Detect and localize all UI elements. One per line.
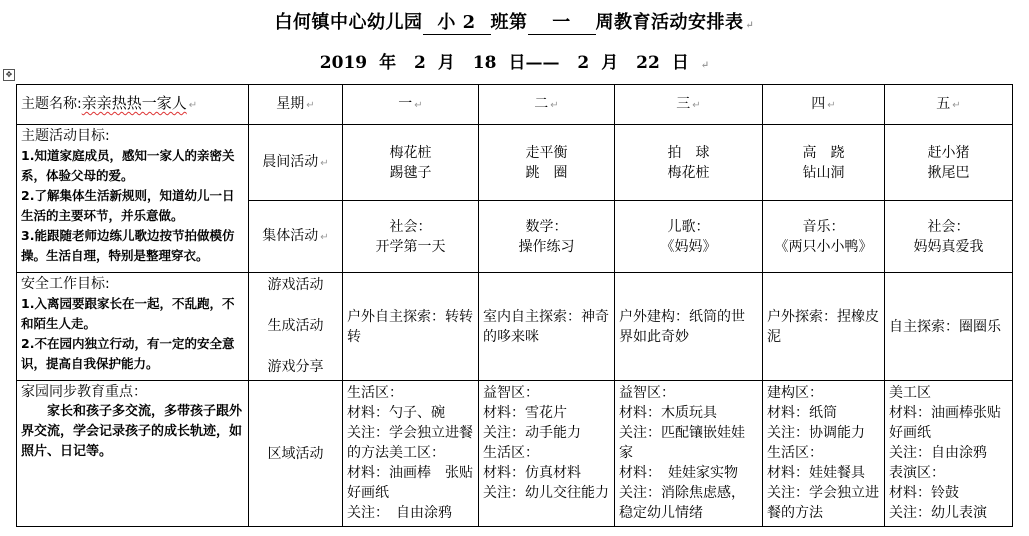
safety-goal-2: 2.不在园内独立行动，有一定的安全意识，提高自我保护能力。 (21, 336, 235, 371)
week-label: 周教育活动安排表 (595, 12, 744, 33)
theme-value: 亲亲热热一家人 (81, 94, 187, 112)
area-tue[interactable]: 益智区： 材料：雪花片 关注：动手能力 生活区： 材料：仿真材料 关注：幼儿交往能力 (479, 381, 615, 527)
morning-tue[interactable]: 走平衡 跳 圈 (479, 125, 615, 201)
table-move-handle-icon[interactable]: ✥ (3, 69, 15, 81)
theme-goal-3: 3.能跟随老师边练儿歌边按节拍做模仿操。生活自理，特别是整理穿衣。 (21, 228, 235, 263)
morning-mon[interactable]: 梅花桩 踢毽子 (343, 125, 479, 201)
date-range: 2019 年 2 月 18 日—— 2 月 22 日 ↵ (319, 53, 710, 73)
game-fri[interactable]: 自主探索：圈圈乐 (885, 273, 1013, 381)
group-mon[interactable]: 社会： 开学第一天 (343, 201, 479, 273)
game-thu[interactable]: 户外探索：捏橡皮泥 (763, 273, 885, 381)
morning-row (17, 125, 1013, 201)
game-labels[interactable] (249, 273, 343, 381)
group-fri[interactable]: 社会： 妈妈真爱我 (885, 201, 1013, 273)
game-row (17, 273, 1013, 381)
end-month: 2 (577, 53, 590, 73)
page-title: 白何镇中心幼儿园 小 2 班第 一 周教育活动安排表 ↵ (0, 8, 1029, 35)
class-label: 班第 (490, 12, 528, 33)
theme-name-cell[interactable]: 主题名称:亲亲热热一家人 ↵ (17, 85, 249, 125)
schedule-table (16, 84, 1013, 527)
group-label[interactable]: 集体活动 ↵ (249, 201, 343, 273)
area-mon[interactable]: 生活区： 材料：勺子、碗 关注：学会独立进餐的方法美工区： 材料：油画棒 张贴好画纸 关注： 自由涂鸦 (343, 381, 479, 527)
morning-label[interactable]: 晨间活动 ↵ (249, 125, 343, 201)
area-fri[interactable]: 美工区 材料：油画棒张贴好画纸 关注：自由涂鸦 表演区： 材料：铃鼓 关注：幼儿表演 (885, 381, 1013, 527)
group-wed[interactable]: 儿歌： 《妈妈》 (615, 201, 763, 273)
end-month-label: 月 (601, 53, 619, 73)
header-row (17, 85, 1013, 125)
theme-label: 主题名称: (21, 96, 82, 112)
weekday-header[interactable]: 星期 ↵ (249, 85, 343, 125)
day-header-wed[interactable]: 三 ↵ (615, 85, 763, 125)
school-name: 白何镇中心幼儿园 (274, 12, 423, 33)
game-wed[interactable]: 户外建构：纸筒的世界如此奇妙 (615, 273, 763, 381)
morning-thu[interactable]: 高 跷 钻山洞 (763, 125, 885, 201)
theme-goals-cell[interactable] (17, 125, 249, 273)
area-row (17, 381, 1013, 527)
safety-heading: 安全工作目标: (21, 276, 110, 292)
game-label: 游戏活动 (267, 277, 324, 293)
theme-goals-heading: 主题活动目标: (21, 128, 110, 144)
day-header-mon[interactable]: 一 ↵ (343, 85, 479, 125)
theme-goal-2: 2.了解集体生活新规则，知道幼儿一日生活的主要环节，并乐意做。 (21, 188, 235, 223)
group-tue[interactable]: 数学： 操作练习 (479, 201, 615, 273)
day-header-fri[interactable]: 五 ↵ (885, 85, 1013, 125)
year-label: 年 (379, 53, 397, 73)
game-tue[interactable]: 室内自主探索：神奇的哆来咪 (479, 273, 615, 381)
family-cell[interactable] (17, 381, 249, 527)
safety-goals-cell[interactable] (17, 273, 249, 381)
day-header-tue[interactable]: 二 ↵ (479, 85, 615, 125)
start-day: 18 (472, 53, 497, 73)
game-mon[interactable]: 户外自主探索：转转转 (343, 273, 479, 381)
day-header-thu[interactable]: 四 ↵ (763, 85, 885, 125)
class-name: 小 2 (423, 8, 491, 35)
month-label: 月 (437, 53, 455, 73)
year: 2019 (319, 53, 368, 73)
safety-goal-1: 1.入离园要跟家长在一起，不乱跑，不和陌生人走。 (21, 296, 235, 331)
area-wed[interactable]: 益智区： 材料：木质玩具 关注：匹配镶嵌娃娃家 材料： 娃娃家实物 关注：消除焦虑感，稳定幼儿情绪 (615, 381, 763, 527)
generated-label: 生成活动 (267, 318, 324, 334)
share-label: 游戏分享 (267, 359, 324, 375)
group-thu[interactable]: 音乐： 《两只小小鸭》 (763, 201, 885, 273)
theme-goal-1: 1.知道家庭成员，感知一家人的亲密关系，体验父母的爱。 (21, 148, 235, 183)
family-text: 家长和孩子多交流，多带孩子跟外界交流，学会记录孩子的成长轨迹，如照片、日记等。 (21, 404, 243, 459)
week-number: 一 (528, 8, 596, 35)
morning-wed[interactable]: 拍 球 梅花桩 (615, 125, 763, 201)
family-heading: 家园同步教育重点： (21, 384, 147, 400)
end-day-label: 日 (671, 53, 689, 73)
end-day: 22 (636, 53, 660, 73)
start-month: 2 (414, 53, 426, 73)
day-dash: 日—— (508, 53, 560, 73)
area-thu[interactable]: 建构区： 材料：纸筒 关注：协调能力 生活区： 材料：娃娃餐具 关注：学会独立进餐的方法 (763, 381, 885, 527)
area-label[interactable]: 区域活动 (249, 381, 343, 527)
morning-fri[interactable]: 赶小猪 揪尾巴 (885, 125, 1013, 201)
